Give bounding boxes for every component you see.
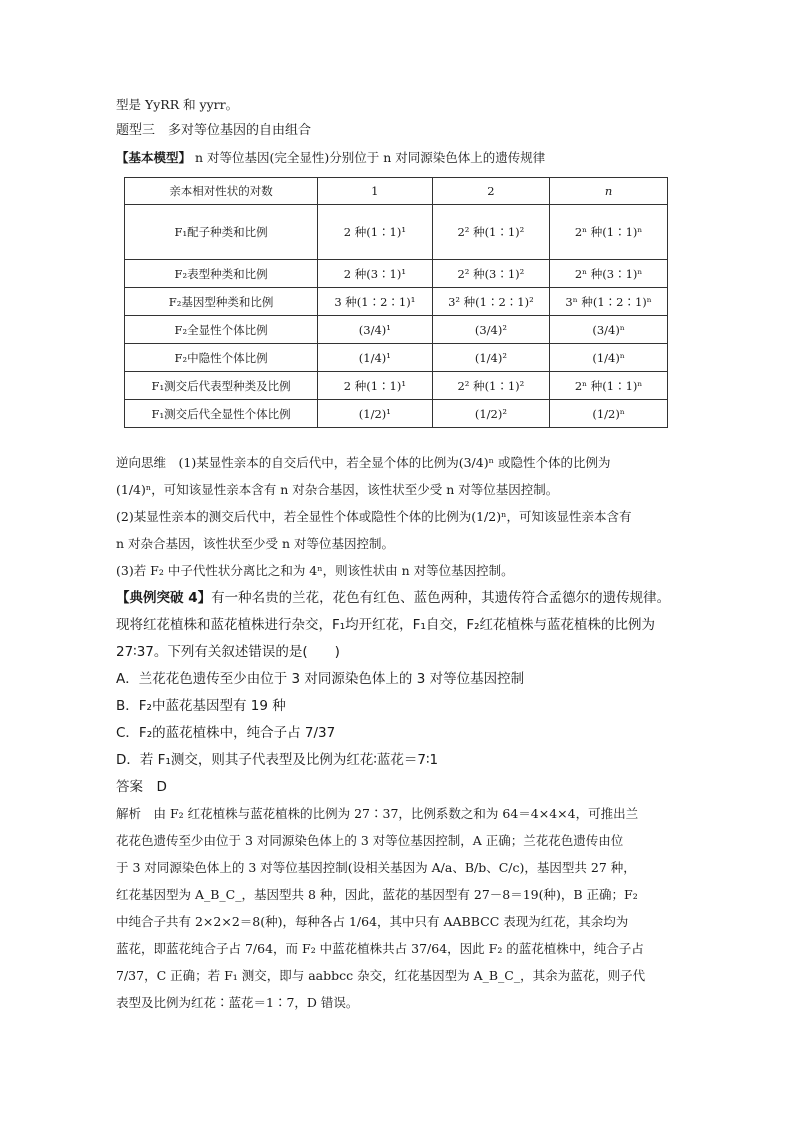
reverse-line: (3)若 F₂ 中子代性状分离比之和为 4ⁿ，则该性状由 n 对等位基因控制。 — [116, 563, 514, 578]
cell: (3/4)² — [432, 316, 550, 344]
cell: (3/4)ⁿ — [550, 316, 668, 344]
analysis-line: 表型及比例为红花∶蓝花＝1∶7，D 错误。 — [116, 995, 359, 1010]
genetics-table — [124, 177, 668, 428]
cell: 2 种(3∶1)¹ — [318, 260, 432, 288]
option-a: A．兰花花色遗传至少由位于 3 对同源染色体上的 3 对等位基因控制 — [116, 671, 525, 687]
table-header: n — [550, 178, 668, 205]
row-label: F₂中隐性个体比例 — [125, 344, 318, 372]
cell: 3ⁿ 种(1∶2∶1)ⁿ — [550, 288, 668, 316]
example-line: 27∶37。下列有关叙述错误的是( ) — [116, 644, 340, 660]
cell: 2ⁿ 种(1∶1)ⁿ — [550, 372, 668, 400]
cell: 2ⁿ 种(3∶1)ⁿ — [550, 260, 668, 288]
intro-line: 型是 YyRR 和 yyrr。 — [116, 97, 239, 112]
option-c: C．F₂的蓝花植株中，纯合子占 7/37 — [116, 725, 336, 741]
cell: 3² 种(1∶2∶1)² — [432, 288, 550, 316]
table-row — [125, 372, 668, 400]
reverse-line: n 对杂合基因，该性状至少受 n 对等位基因控制。 — [116, 536, 395, 551]
option-b: B．F₂中蓝花基因型有 19 种 — [116, 698, 286, 714]
table-row — [125, 288, 668, 316]
analysis-line: 蓝花，即蓝花纯合子占 7/64，而 F₂ 中蓝花植株共占 37/64，因此 F₂ 的蓝花植株中，纯合子占 — [116, 941, 644, 956]
cell: (1/2)² — [432, 400, 550, 428]
cell: (1/2)ⁿ — [550, 400, 668, 428]
table-row — [125, 344, 668, 372]
example-line — [116, 588, 682, 608]
basic-model-line — [116, 148, 682, 168]
table-row — [125, 316, 668, 344]
section-title: 题型三 多对等位基因的自由组合 — [116, 123, 312, 138]
basic-model-tag: 【基本模型】 — [116, 150, 192, 165]
analysis-line: 红花基因型为 A_B_C_，基因型共 8 种，因此，蓝花的基因型有 27－8＝19(种)，B 正确；F₂ — [116, 887, 638, 902]
reverse-line: 逆向思维 (1)某显性亲本的自交后代中，若全显个体的比例为(3/4)ⁿ 或隐性个体的比例为 — [116, 455, 611, 470]
cell: (1/4)² — [432, 344, 550, 372]
row-label: F₁配子种类和比例 — [125, 205, 318, 260]
analysis-line: 中纯合子共有 2×2×2＝8(种)，每种各占 1/64，其中只有 AABBCC 表现为红花，其余均为 — [116, 914, 629, 929]
reverse-line: (1/4)ⁿ，可知该显性亲本含有 n 对杂合基因，该性状至少受 n 对等位基因控制。 — [116, 482, 559, 497]
reverse-line: (2)某显性亲本的测交后代中，若全显性个体或隐性个体的比例为(1/2)ⁿ，可知该显性亲本含有 — [116, 509, 632, 524]
row-label: F₁测交后代全显性个体比例 — [125, 400, 318, 428]
answer-line: 答案 D — [116, 779, 167, 795]
table-header: 2 — [432, 178, 550, 205]
example-line: 现将红花植株和蓝花植株进行杂交，F₁均开红花，F₁自交，F₂红花植株与蓝花植株的比例为 — [116, 617, 656, 633]
cell: (1/4)ⁿ — [550, 344, 668, 372]
table-header-row — [125, 178, 668, 205]
analysis-line: 解析 由 F₂ 红花植株与蓝花植株的比例为 27∶37，比例系数之和为 64＝4×4×4，可推出兰 — [116, 806, 639, 821]
row-label: F₂表型种类和比例 — [125, 260, 318, 288]
analysis-line: 花花色遗传至少由位于 3 对同源染色体上的 3 对等位基因控制，A 正确；兰花花色遗传由位 — [116, 833, 624, 848]
basic-model-text: n 对等位基因(完全显性)分别位于 n 对同源染色体上的遗传规律 — [195, 150, 546, 165]
cell: 3 种(1∶2∶1)¹ — [318, 288, 432, 316]
cell: (3/4)¹ — [318, 316, 432, 344]
cell: 2 种(1∶1)¹ — [318, 205, 432, 260]
table-header: 亲本相对性状的对数 — [125, 178, 318, 205]
cell: 2² 种(1∶1)² — [432, 372, 550, 400]
example-text: 有一种名贵的兰花，花色有红色、蓝色两种，其遗传符合孟德尔的遗传规律。 — [211, 590, 671, 606]
cell: 2² 种(1∶1)² — [432, 205, 550, 260]
table-row — [125, 260, 668, 288]
row-label: F₂基因型种类和比例 — [125, 288, 318, 316]
cell: (1/4)¹ — [318, 344, 432, 372]
table-row — [125, 205, 668, 260]
analysis-line: 7/37，C 正确；若 F₁ 测交，即与 aabbcc 杂交，红花基因型为 A_B_C_，其余为蓝花，则子代 — [116, 968, 646, 983]
cell: 2² 种(3∶1)² — [432, 260, 550, 288]
row-label: F₁测交后代表型种类及比例 — [125, 372, 318, 400]
table-header: 1 — [318, 178, 432, 205]
cell: 2ⁿ 种(1∶1)ⁿ — [550, 205, 668, 260]
analysis-line: 于 3 对同源染色体上的 3 对等位基因控制(设相关基因为 A/a、B/b、C/c)，基因型共 27 种， — [116, 860, 636, 875]
cell: 2 种(1∶1)¹ — [318, 372, 432, 400]
option-d: D．若 F₁测交，则其子代表型及比例为红花∶蓝花＝7∶1 — [116, 752, 439, 768]
row-label: F₂全显性个体比例 — [125, 316, 318, 344]
example-tag: 【典例突破 4】 — [116, 590, 212, 606]
table-row — [125, 400, 668, 428]
cell: (1/2)¹ — [318, 400, 432, 428]
